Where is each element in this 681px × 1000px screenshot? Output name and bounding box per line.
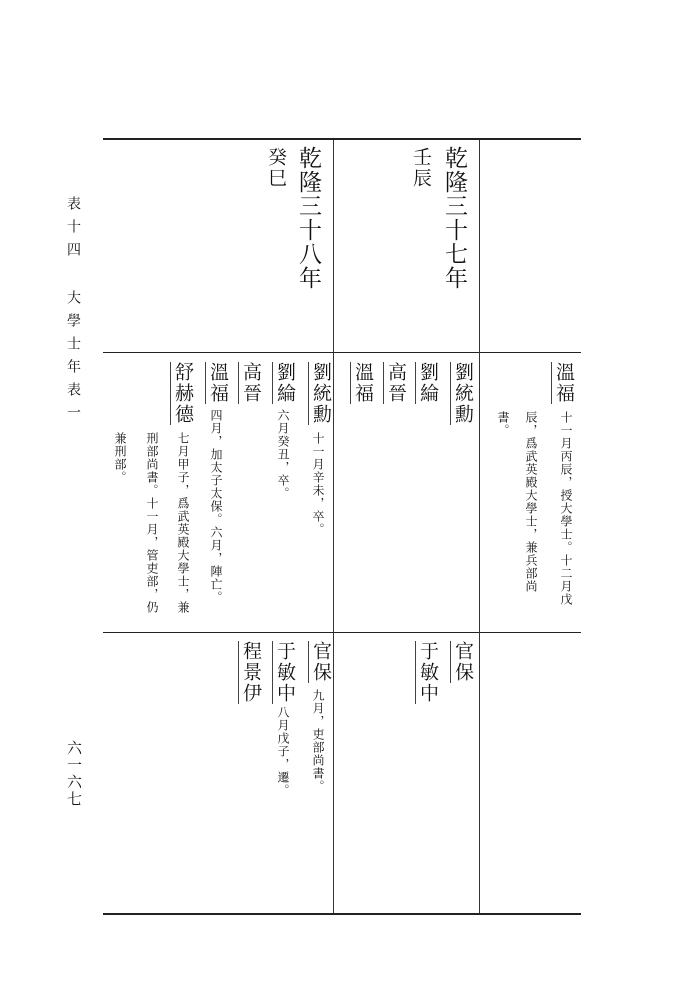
margin-title: 大學士年表一 — [65, 290, 81, 428]
y2-secretary-5-name: 舒赫德 — [172, 362, 194, 425]
margin-section: 表十四 — [65, 196, 81, 265]
column-rule-2 — [333, 140, 334, 913]
carryover-name: 溫福 — [553, 362, 575, 404]
y2-secretary-5-note-3: 兼刑部。 — [113, 432, 127, 484]
y2-assistant-3-name: 程景伊 — [240, 641, 262, 704]
y2-secretary-5-note-1: 七月甲子，爲武英殿大學士，兼 — [176, 432, 190, 614]
y1-assistant-2: 于敏中 — [417, 641, 439, 704]
top-rule — [103, 138, 581, 140]
y2-secretary-2-name: 劉綸 — [274, 362, 296, 404]
section-rule-1 — [103, 352, 581, 353]
y2-secretary-5-note-2: 刑部尚書。十一月，管吏部，仍 — [145, 432, 159, 614]
year1-ganzhi: 壬辰 — [410, 147, 432, 189]
carryover-note-2: 辰，爲武英殿大學士，兼兵部尚 — [524, 411, 538, 593]
y2-secretary-3-name: 高晉 — [240, 362, 262, 404]
year1-reign: 乾隆三十七年 — [441, 146, 467, 290]
y1-secretary-3: 高晉 — [385, 362, 407, 404]
y2-assistant-1-name: 官保 — [310, 641, 332, 683]
y1-secretary-2: 劉綸 — [417, 362, 439, 404]
bottom-rule — [103, 913, 581, 915]
carryover-note-1: 十一月丙辰，授大學士。十二月戊 — [559, 411, 573, 606]
y1-assistant-1: 官保 — [452, 641, 474, 683]
y2-assistant-1-note: 九月，吏部尚書。 — [311, 689, 325, 793]
y2-secretary-2-note: 六月癸丑，卒。 — [276, 409, 290, 500]
y1-secretary-4: 溫福 — [352, 362, 374, 404]
year2-reign: 乾隆三十八年 — [295, 146, 321, 290]
y2-secretary-1-note: 十一月辛未，卒。 — [311, 432, 325, 536]
carryover-note-3: 書。 — [496, 411, 510, 437]
y2-secretary-1-name: 劉統勳 — [310, 362, 332, 425]
column-rule-1 — [479, 140, 480, 913]
y2-secretary-4-note: 四月，加太子太保。六月，陣亡。 — [209, 409, 223, 604]
y2-assistant-2-name: 于敏中 — [274, 641, 296, 704]
y2-secretary-4-name: 溫福 — [207, 362, 229, 404]
year2-ganzhi: 癸巳 — [265, 147, 287, 189]
section-rule-2 — [103, 632, 581, 633]
y2-assistant-2-note: 八月戊子，遷。 — [276, 706, 290, 797]
page-number: 六一六七 — [65, 740, 83, 808]
y1-secretary-1: 劉統勳 — [452, 362, 474, 425]
